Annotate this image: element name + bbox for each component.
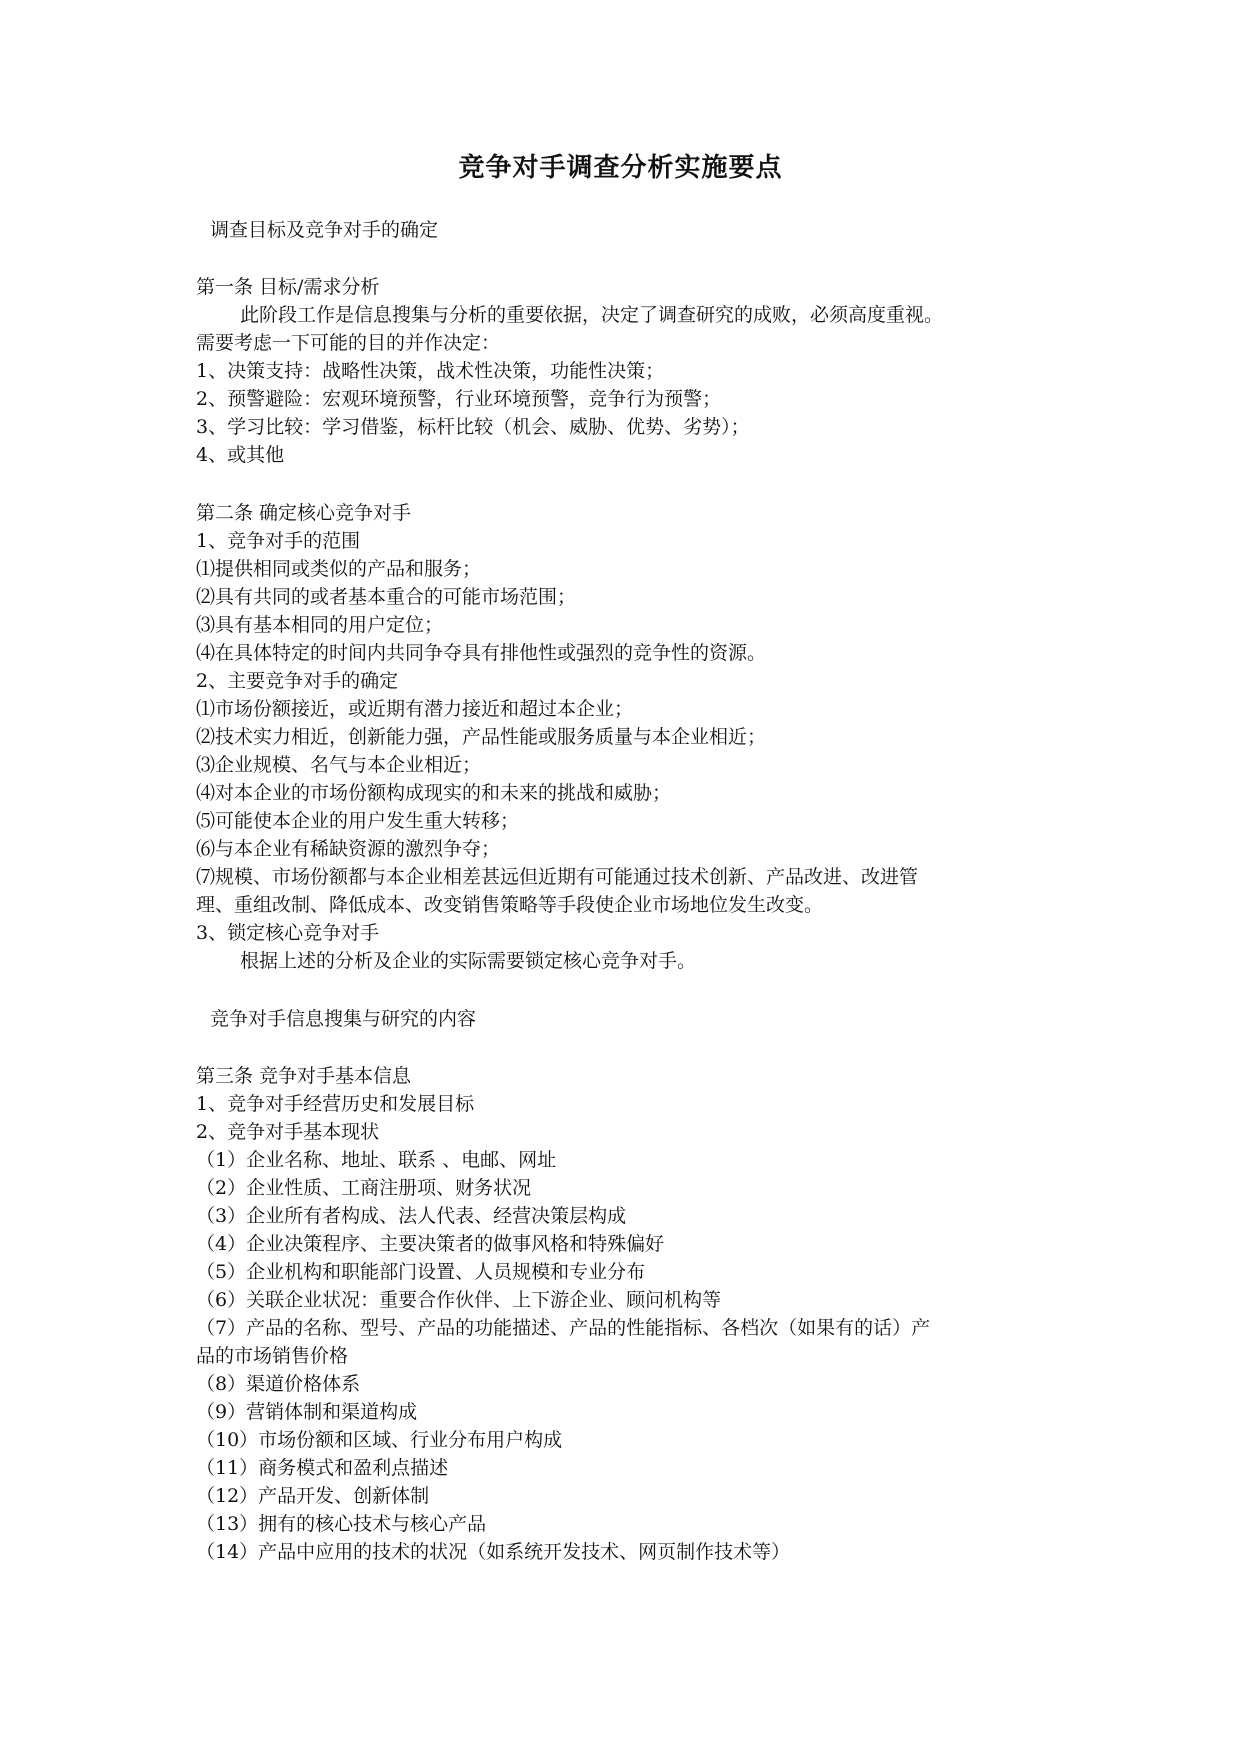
list-item: ⑵技术实力相近，创新能力强，产品性能或服务质量与本企业相近； <box>196 726 767 748</box>
list-item: （7）产品的名称、型号、产品的功能描述、产品的性能指标、各档次（如果有的话）产 <box>196 1317 931 1339</box>
list-item: （4）企业决策程序、主要决策者的做事风格和特殊偏好 <box>196 1233 665 1255</box>
list-item: （2）企业性质、工商注册项、财务状况 <box>196 1177 532 1199</box>
list-item: ⑴市场份额接近，或近期有潜力接近和超过本企业； <box>196 698 634 720</box>
section-heading: 调查目标及竞争对手的确定 <box>210 219 439 241</box>
list-item: （11）商务模式和盈利点描述 <box>196 1457 449 1479</box>
list-item: 1、决策支持：战略性决策，战术性决策，功能性决策； <box>196 360 665 382</box>
list-item: ⑷在具体特定的时间内共同争夺具有排他性或强烈的竞争性的资源。 <box>196 642 767 664</box>
article-heading: 第三条 竞争对手基本信息 <box>196 1065 412 1087</box>
list-item: 4、或其他 <box>196 444 285 466</box>
paragraph: 需要考虑一下可能的目的并作决定： <box>196 332 501 354</box>
list-item: （13）拥有的核心技术与核心产品 <box>196 1513 487 1535</box>
document-title: 竞争对手调查分析实施要点 <box>458 153 783 183</box>
list-item: （9）营销体制和渠道构成 <box>196 1401 418 1423</box>
list-item: 2、竞争对手基本现状 <box>196 1121 380 1143</box>
list-item: （1）企业名称、地址、联系 、电邮、网址 <box>196 1149 557 1171</box>
list-item: （5）企业机构和职能部门设置、人员规模和专业分布 <box>196 1261 646 1283</box>
paragraph: 根据上述的分析及企业的实际需要锁定核心竞争对手。 <box>240 950 697 972</box>
list-item: 3、学习比较：学习借鉴，标杆比较（机会、威胁、优势、劣势）； <box>196 416 750 438</box>
list-item: 3、锁定核心竞争对手 <box>196 922 380 944</box>
article-heading: 第二条 确定核心竞争对手 <box>196 502 412 524</box>
list-item: （3）企业所有者构成、法人代表、经营决策层构成 <box>196 1205 627 1227</box>
list-item-continued: 品的市场销售价格 <box>196 1345 349 1367</box>
list-item: （8）渠道价格体系 <box>196 1373 361 1395</box>
list-item: 1、竞争对手经营历史和发展目标 <box>196 1093 475 1115</box>
list-item: 1、竞争对手的范围 <box>196 530 361 552</box>
list-item: 2、预警避险：宏观环境预警，行业环境预警，竞争行为预警； <box>196 388 722 410</box>
list-item: ⑶企业规模、名气与本企业相近； <box>196 754 482 776</box>
list-item: ⑷对本企业的市场份额构成现实的和未来的挑战和威胁； <box>196 782 672 804</box>
list-item: ⑶具有基本相同的用户定位； <box>196 614 444 636</box>
list-item: （10）市场份额和区域、行业分布用户构成 <box>196 1429 563 1451</box>
list-item-continued: 理、重组改制、降低成本、改变销售策略等手段使企业市场地位发生改变。 <box>196 894 824 916</box>
list-item: ⑵具有共同的或者基本重合的可能市场范围； <box>196 586 577 608</box>
list-item: ⑺规模、市场份额都与本企业相差甚远但近期有可能通过技术创新、产品改进、改进管 <box>196 866 919 888</box>
list-item: 2、主要竞争对手的确定 <box>196 670 399 692</box>
article-heading: 第一条 目标/需求分析 <box>196 276 380 298</box>
section-heading: 竞争对手信息搜集与研究的内容 <box>210 1008 477 1030</box>
list-item: （12）产品开发、创新体制 <box>196 1485 430 1507</box>
list-item: （14）产品中应用的技术的状况（如系统开发技术、网页制作技术等） <box>196 1541 791 1563</box>
list-item: ⑹与本企业有稀缺资源的激烈争夺； <box>196 838 501 860</box>
list-item: ⑴提供相同或类似的产品和服务； <box>196 558 482 580</box>
list-item: （6）关联企业状况：重要合作伙伴、上下游企业、顾问机构等 <box>196 1289 722 1311</box>
list-item: ⑸可能使本企业的用户发生重大转移； <box>196 810 520 832</box>
paragraph: 此阶段工作是信息搜集与分析的重要依据，决定了调查研究的成败，必须高度重视。 <box>240 304 944 326</box>
